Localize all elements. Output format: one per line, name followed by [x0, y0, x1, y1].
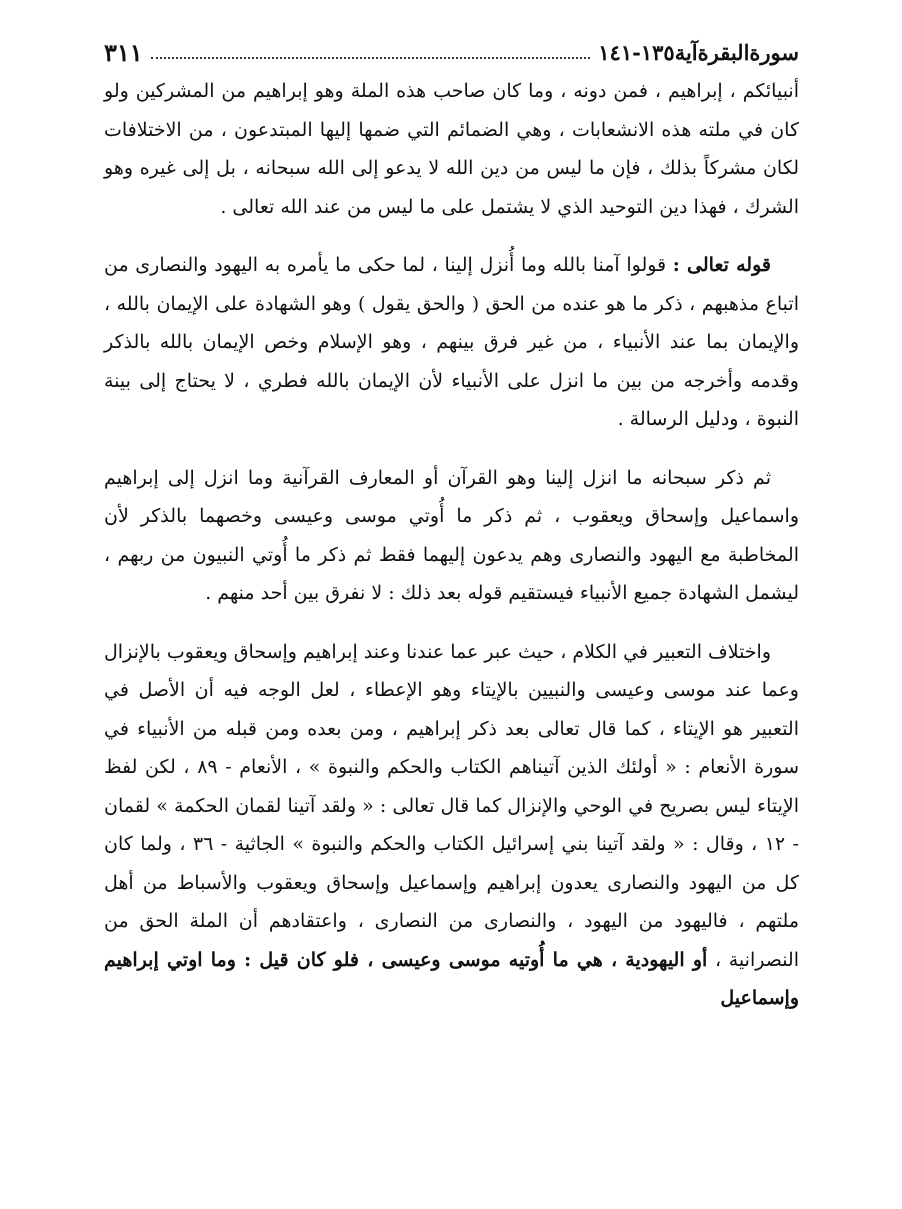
page-number: ٣١١ — [104, 37, 143, 67]
page-header — [104, 34, 799, 70]
paragraph-2-text: قولوا آمنا بالله وما أُنزل إلينا ، لما حكى ما يأمره به اليهود والنصارى من اتباع مذهبهم ، ذكر ما هو عنده من الحق ( والحق يقول ) وهو الشهادة على الإيمان بالله ، والإيمان بما عند الأنبياء ، من غير فرق بينهم ، وهو الإسلام وخص الإيمان بالله بالذكر وقدمه وأخرجه من بين ما انزل على الأنبياء لأن الإيمان بالله فطري ، لا يحتاج إلى بينة النبوة ، ودليل الرسالة . — [104, 254, 799, 430]
header-leader-dots — [151, 57, 591, 59]
page-body — [104, 72, 799, 1018]
verse-heading: قوله تعالى : — [672, 254, 771, 276]
paragraph-3: ثم ذكر سبحانه ما انزل إلينا وهو القرآن أو المعارف القرآنية وما انزل إلى إبراهيم واسماعيل وإسحاق ويعقوب ، ثم ذكر ما أُوتي موسى وعيسى وخصهما بالذكر لأن المخاطبة مع اليهود والنصارى وهم يدعون إليهما فقط ثم ذكر ما أُوتي النبيون من ربهم ، ليشمل الشهادة جميع الأنبياء فيستقيم قوله بعد ذلك : لا نفرق بين أحد منهم . — [104, 466, 799, 604]
paragraph-1: أنبيائكم ، إبراهيم ، فمن دونه ، وما كان صاحب هذه الملة وهو إبراهيم من المشركين ولو كان في ملته هذه الانشعابات ، وهي الضمائم التي ضمها إليها المبتدعون ، من الاختلافات لكان مشركاً بذلك ، فإن ما ليس من دين الله لا يدعو إلى الله سبحانه ، بل إلى غيره وهو الشرك ، فهذا دين التوحيد الذي لا يشتمل على ما ليس من عند الله تعالى . — [104, 80, 799, 218]
paragraph-4-last-line: أو اليهودية ، هي ما أُوتيه موسى وعيسى ، فلو كان قيل : وما اوتي إبراهيم وإسماعيل — [104, 948, 799, 1009]
surah-reference: سورةالبقرةآية١٣٥-١٤١ — [598, 39, 799, 65]
paragraph-4 — [104, 633, 799, 1018]
paragraph-4-text: واختلاف التعبير في الكلام ، حيث عبر عما عندنا وعند إبراهيم وإسحاق ويعقوب بالإنزال وعما عند موسى وعيسى والنبيين بالإيتاء وهو الإعطاء ، لعل الوجه فيه أن الأصل في التعبير هو الإيتاء ، كما قال تعالى بعد ذكر إبراهيم ، ومن بعده ومن قبله من الأنبياء في سورة الأنعام : « أولئك الذين آتيناهم الكتاب والحكم والنبوة » ، الأنعام - ٨٩ ، لكن لفظ الإيتاء ليس بصريح في الوحي والإنزال كما قال تعالى : « ولقد آتينا لقمان الحكمة » لقمان - ١٢ ، وقال : « ولقد آتينا بني إسرائيل الكتاب والحكم والنبوة » الجاثية - ٣٦ ، ولما كان كل من اليهود والنصارى يعدون إبراهيم وإسماعيل وإسحاق ويعقوب والأسباط من أهل ملتهم ، فاليهود من اليهود ، والنصارى من النصارى ، واعتقادهم أن الملة الحق من النصرانية ، — [104, 640, 799, 971]
paragraph-2 — [104, 246, 799, 439]
